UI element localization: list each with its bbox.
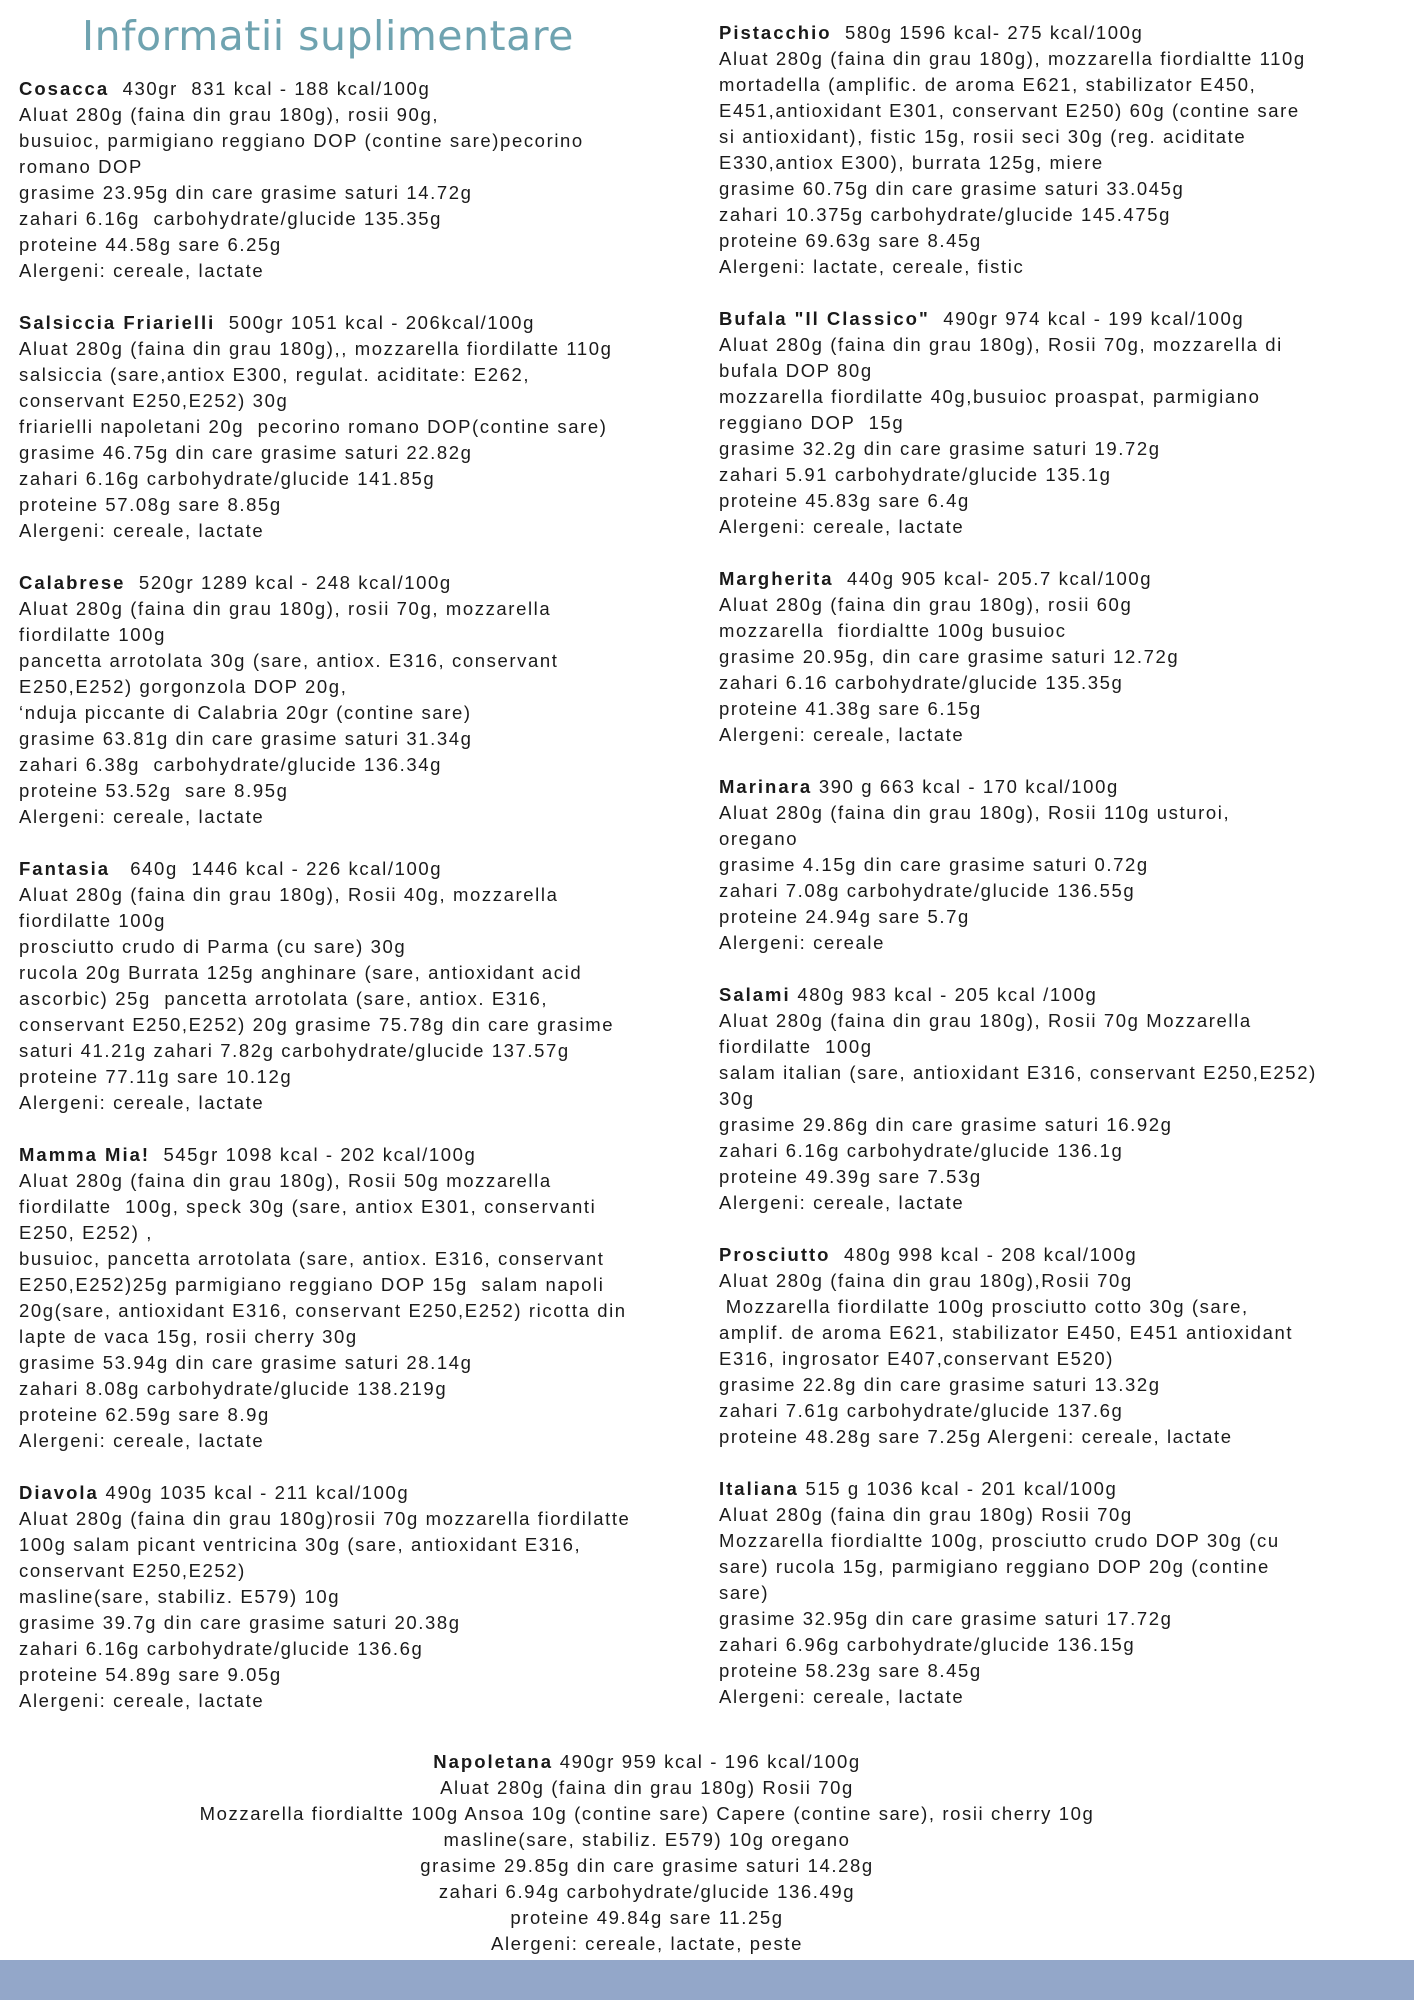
- pizza-detail-line: oregano: [719, 828, 799, 849]
- right-column: [719, 20, 1414, 1736]
- pizza-detail-line: grasime 29.86g din care grasime saturi 16.92g: [719, 1114, 1173, 1135]
- pizza-detail-line: proteine 49.39g sare 7.53g: [719, 1166, 982, 1187]
- pizza-detail-line: Alergeni: cereale, lactate: [719, 1686, 965, 1707]
- pizza-name: Mamma Mia!: [19, 1144, 151, 1165]
- pizza-header: [719, 20, 1414, 46]
- pizza-detail-line: Aluat 280g (faina din grau 180g), rosii 90g,: [19, 104, 440, 125]
- pizza-detail-line: proteine 58.23g sare 8.45g: [719, 1660, 982, 1681]
- pizza-detail-line: fiordilatte 100g: [719, 1036, 873, 1057]
- pizza-detail-line: Aluat 280g (faina din grau 180g), Rosii 70g, mozzarella di: [719, 334, 1283, 355]
- footer-bar: [0, 1960, 1414, 2000]
- pizza-detail-line: Aluat 280g (faina din grau 180g), mozzarella fiordialtte 110g: [719, 48, 1306, 69]
- pizza-detail-line: Alergeni: cereale, lactate: [19, 520, 265, 541]
- pizza-detail-line: Alergeni: cereale, lactate, peste: [491, 1933, 803, 1954]
- pizza-name: Napoletana: [433, 1751, 553, 1772]
- pizza-detail-line: Alergeni: cereale, lactate: [19, 1092, 265, 1113]
- pizza-detail-line: Aluat 280g (faina din grau 180g), Rosii 50g mozzarella: [19, 1170, 552, 1191]
- pizza-detail-line: Alergeni: cereale, lactate: [719, 516, 965, 537]
- pizza-item: [719, 982, 1414, 1216]
- pizza-detail-line: E250, E252) ,: [19, 1222, 153, 1243]
- pizza-detail-line: amplif. de aroma E621, stabilizator E450, E451 antioxidant: [719, 1322, 1294, 1343]
- pizza-detail-line: reggiano DOP 15g: [719, 412, 905, 433]
- pizza-detail-line: proteine 69.63g sare 8.45g: [719, 230, 982, 251]
- pizza-detail-line: zahari 6.16g carbohydrate/glucide 136.1g: [719, 1140, 1124, 1161]
- pizza-detail-line: busuioc, parmigiano reggiano DOP (contine sare)pecorino: [19, 130, 584, 151]
- pizza-header: [19, 856, 719, 882]
- pizza-detail-line: proteine 44.58g sare 6.25g: [19, 234, 282, 255]
- pizza-item: [719, 20, 1414, 280]
- pizza-detail-line: grasime 4.15g din care grasime saturi 0.72g: [719, 854, 1149, 875]
- pizza-detail-line: proteine 24.94g sare 5.7g: [719, 906, 970, 927]
- pizza-detail-line: Alergeni: cereale, lactate: [19, 260, 265, 281]
- left-column: [19, 76, 719, 1740]
- pizza-detail-line: proteine 49.84g sare 11.25g: [510, 1907, 784, 1928]
- pizza-header: [19, 1480, 719, 1506]
- pizza-detail-line: mortadella (amplific. de aroma E621, stabilizator E450,: [719, 74, 1257, 95]
- pizza-detail-line: Alergeni: cereale: [719, 932, 886, 953]
- pizza-summary: 430gr 831 kcal - 188 kcal/100g: [109, 78, 431, 99]
- pizza-detail-line: Aluat 280g (faina din grau 180g), rosii 70g, mozzarella: [19, 598, 552, 619]
- pizza-detail-line: zahari 7.08g carbohydrate/glucide 136.55g: [719, 880, 1136, 901]
- pizza-detail-line: grasime 63.81g din care grasime saturi 31.34g: [19, 728, 473, 749]
- pizza-detail-line: lapte de vaca 15g, rosii cherry 30g: [19, 1326, 358, 1347]
- pizza-detail-line: grasime 22.8g din care grasime saturi 13.32g: [719, 1374, 1161, 1395]
- pizza-header: [719, 1242, 1414, 1268]
- pizza-detail-line: E250,E252) gorgonzola DOP 20g,: [19, 676, 348, 697]
- pizza-name: Calabrese: [19, 572, 126, 593]
- pizza-item: [19, 856, 719, 1116]
- pizza-header: [719, 1476, 1414, 1502]
- pizza-detail-line: Alergeni: cereale, lactate: [719, 1192, 965, 1213]
- pizza-detail-line: busuioc, pancetta arrotolata (sare, antiox. E316, conservant: [19, 1248, 605, 1269]
- pizza-detail-line: mozzarella fiordialtte 100g busuioc: [719, 620, 1067, 641]
- pizza-detail-line: Aluat 280g (faina din grau 180g),, mozzarella fiordilatte 110g: [19, 338, 613, 359]
- pizza-detail-line: E250,E252)25g parmigiano reggiano DOP 15g salam napoli: [19, 1274, 605, 1295]
- pizza-summary: 490gr 974 kcal - 199 kcal/100g: [929, 308, 1245, 329]
- pizza-detail-line: rucola 20g Burrata 125g anghinare (sare, antioxidant acid: [19, 962, 583, 983]
- pizza-detail-line: proteine 77.11g sare 10.12g: [19, 1066, 293, 1087]
- pizza-detail-line: zahari 6.96g carbohydrate/glucide 136.15g: [719, 1634, 1136, 1655]
- pizza-detail-line: friarielli napoletani 20g pecorino romano DOP(contine sare): [19, 416, 608, 437]
- pizza-detail-line: proteine 41.38g sare 6.15g: [719, 698, 982, 719]
- pizza-detail-line: zahari 6.94g carbohydrate/glucide 136.49g: [438, 1881, 856, 1902]
- pizza-name: Pistacchio: [719, 22, 832, 43]
- pizza-detail-line: zahari 6.16g carbohydrate/glucide 135.35g: [19, 208, 443, 229]
- pizza-summary: 520gr 1289 kcal - 248 kcal/100g: [125, 572, 452, 593]
- pizza-detail-line: proteine 48.28g sare 7.25g Alergeni: cereale, lactate: [719, 1426, 1233, 1447]
- pizza-detail-line: grasime 20.95g, din care grasime saturi 12.72g: [719, 646, 1180, 667]
- pizza-detail-line: Aluat 280g (faina din grau 180g),Rosii 70g: [719, 1270, 1133, 1291]
- pizza-item: [719, 566, 1414, 748]
- pizza-detail-line: fiordilatte 100g, speck 30g (sare, antiox E301, conservanti: [19, 1196, 597, 1217]
- pizza-detail-line: mozzarella fiordilatte 40g,busuioc proaspat, parmigiano: [719, 386, 1261, 407]
- pizza-name: Cosacca: [19, 78, 110, 99]
- pizza-header: [19, 1142, 719, 1168]
- pizza-detail-line: zahari 6.16g carbohydrate/glucide 141.85g: [19, 468, 436, 489]
- pizza-detail-line: Aluat 280g (faina din grau 180g), Rosii 70g Mozzarella: [719, 1010, 1252, 1031]
- pizza-detail-line: conservant E250,E252) 30g: [19, 390, 289, 411]
- pizza-summary: 480g 998 kcal - 208 kcal/100g: [830, 1244, 1138, 1265]
- pizza-detail-line: Mozzarella fiordilatte 100g prosciutto cotto 30g (sare,: [719, 1296, 1249, 1317]
- pizza-detail-line: ascorbic) 25g pancetta arrotolata (sare, antiox. E316,: [19, 988, 549, 1009]
- pizza-item: [19, 76, 719, 284]
- pizza-detail-line: prosciutto crudo di Parma (cu sare) 30g: [19, 936, 407, 957]
- pizza-name: Salami: [719, 984, 791, 1005]
- pizza-detail-line: conservant E250,E252): [19, 1560, 246, 1581]
- pizza-detail-line: proteine 62.59g sare 8.9g: [19, 1404, 270, 1425]
- pizza-header: [719, 774, 1414, 800]
- pizza-header: [0, 1749, 1294, 1775]
- pizza-summary: 500gr 1051 kcal - 206kcal/100g: [215, 312, 535, 333]
- pizza-header: [19, 76, 719, 102]
- pizza-header: [719, 982, 1414, 1008]
- pizza-detail-line: salam italian (sare, antioxidant E316, conservant E250,E252): [719, 1062, 1317, 1083]
- pizza-detail-line: proteine 54.89g sare 9.05g: [19, 1664, 282, 1685]
- pizza-item: [719, 306, 1414, 540]
- pizza-detail-line: fiordilatte 100g: [19, 910, 166, 931]
- pizza-name: Bufala "Il Classico": [719, 308, 930, 329]
- pizza-detail-line: proteine 45.83g sare 6.4g: [719, 490, 970, 511]
- pizza-detail-line: Mozzarella fiordialtte 100g Ansoa 10g (contine sare) Capere (contine sare), rosii cherry 10g: [199, 1803, 1095, 1824]
- pizza-item: [19, 1480, 719, 1714]
- pizza-summary: 515 g 1036 kcal - 201 kcal/100g: [798, 1478, 1118, 1499]
- pizza-detail-line: romano DOP: [19, 156, 143, 177]
- pizza-summary: 580g 1596 kcal- 275 kcal/100g: [831, 22, 1144, 43]
- pizza-name: Salsiccia Friarielli: [19, 312, 216, 333]
- pizza-detail-line: masline(sare, stabiliz. E579) 10g oregano: [443, 1829, 851, 1850]
- pizza-detail-line: zahari 6.16g carbohydrate/glucide 136.6g: [19, 1638, 424, 1659]
- pizza-detail-line: 30g: [719, 1088, 755, 1109]
- pizza-summary: 490g 1035 kcal - 211 kcal/100g: [98, 1482, 410, 1503]
- center-item: [0, 1749, 1294, 1957]
- pizza-summary: 390 g 663 kcal - 170 kcal/100g: [812, 776, 1119, 797]
- pizza-detail-line: Alergeni: cereale, lactate: [19, 1430, 265, 1451]
- pizza-header: [19, 310, 719, 336]
- pizza-item: [19, 570, 719, 830]
- pizza-detail-line: zahari 6.38g carbohydrate/glucide 136.34g: [19, 754, 443, 775]
- pizza-detail-line: Aluat 280g (faina din grau 180g), Rosii 40g, mozzarella: [19, 884, 559, 905]
- pizza-detail-line: Aluat 280g (faina din grau 180g) Rosii 70g: [440, 1777, 854, 1798]
- pizza-detail-line: grasime 39.7g din care grasime saturi 20.38g: [19, 1612, 461, 1633]
- pizza-detail-line: si antioxidant), fistic 15g, rosii seci 30g (reg. aciditate: [719, 126, 1247, 147]
- pizza-detail-line: Aluat 280g (faina din grau 180g)rosii 70g mozzarella fiordilatte: [19, 1508, 631, 1529]
- pizza-detail-line: E316, ingrosator E407,conservant E520): [719, 1348, 1115, 1369]
- page-title: Informatii suplimentare: [82, 12, 574, 60]
- pizza-name: Prosciutto: [719, 1244, 831, 1265]
- pizza-detail-line: ‘nduja piccante di Calabria 20gr (contine sare): [19, 702, 472, 723]
- pizza-detail-line: salsiccia (sare,antiox E300, regulat. aciditate: E262,: [19, 364, 531, 385]
- pizza-detail-line: Aluat 280g (faina din grau 180g), Rosii 110g usturoi,: [719, 802, 1231, 823]
- pizza-detail-line: E330,antiox E300), burrata 125g, miere: [719, 152, 1104, 173]
- pizza-detail-line: masline(sare, stabiliz. E579) 10g: [19, 1586, 341, 1607]
- pizza-detail-line: saturi 41.21g zahari 7.82g carbohydrate/glucide 137.57g: [19, 1040, 570, 1061]
- pizza-detail-line: grasime 53.94g din care grasime saturi 28.14g: [19, 1352, 473, 1373]
- pizza-item: [19, 1142, 719, 1454]
- pizza-header: [719, 306, 1414, 332]
- pizza-detail-line: Alergeni: cereale, lactate: [19, 806, 265, 827]
- pizza-summary: 545gr 1098 kcal - 202 kcal/100g: [150, 1144, 477, 1165]
- pizza-detail-line: grasime 32.2g din care grasime saturi 19.72g: [719, 438, 1161, 459]
- pizza-name: Diavola: [19, 1482, 99, 1503]
- pizza-detail-line: zahari 6.16 carbohydrate/glucide 135.35g: [719, 672, 1124, 693]
- pizza-detail-line: Mozzarella fiordialtte 100g, prosciutto crudo DOP 30g (cu: [719, 1530, 1280, 1551]
- pizza-detail-line: zahari 8.08g carbohydrate/glucide 138.219g: [19, 1378, 448, 1399]
- pizza-detail-line: zahari 10.375g carbohydrate/glucide 145.475g: [719, 204, 1171, 225]
- pizza-detail-line: 100g salam picant ventricina 30g (sare, antioxidant E316,: [19, 1534, 582, 1555]
- pizza-detail-line: sare) rucola 15g, parmigiano reggiano DOP 20g (contine: [719, 1556, 1270, 1577]
- pizza-detail-line: zahari 5.91 carbohydrate/glucide 135.1g: [719, 464, 1112, 485]
- pizza-header: [719, 566, 1414, 592]
- pizza-detail-line: E451,antioxidant E301, conservant E250) 60g (contine sare: [719, 100, 1300, 121]
- pizza-detail-line: Aluat 280g (faina din grau 180g) Rosii 70g: [719, 1504, 1133, 1525]
- pizza-detail-line: sare): [719, 1582, 770, 1603]
- pizza-detail-line: pancetta arrotolata 30g (sare, antiox. E316, conservant: [19, 650, 559, 671]
- pizza-detail-line: proteine 57.08g sare 8.85g: [19, 494, 282, 515]
- pizza-item: [719, 774, 1414, 956]
- pizza-item: [19, 310, 719, 544]
- pizza-detail-line: Alergeni: lactate, cereale, fistic: [719, 256, 1025, 277]
- pizza-detail-line: grasime 23.95g din care grasime saturi 14.72g: [19, 182, 473, 203]
- pizza-detail-line: grasime 60.75g din care grasime saturi 33.045g: [719, 178, 1185, 199]
- pizza-detail-line: grasime 29.85g din care grasime saturi 14.28g: [420, 1855, 874, 1876]
- pizza-name: Italiana: [719, 1478, 799, 1499]
- pizza-item: [719, 1476, 1414, 1710]
- pizza-detail-line: proteine 53.52g sare 8.95g: [19, 780, 289, 801]
- pizza-detail-line: bufala DOP 80g: [719, 360, 873, 381]
- pizza-detail-line: grasime 46.75g din care grasime saturi 22.82g: [19, 442, 473, 463]
- pizza-detail-line: conservant E250,E252) 20g grasime 75.78g din care grasime: [19, 1014, 615, 1035]
- pizza-detail-line: 20g(sare, antioxidant E316, conservant E250,E252) ricotta din: [19, 1300, 627, 1321]
- pizza-detail-line: Aluat 280g (faina din grau 180g), rosii 60g: [719, 594, 1133, 615]
- pizza-summary: 440g 905 kcal- 205.7 kcal/100g: [833, 568, 1153, 589]
- pizza-summary: 640g 1446 kcal - 226 kcal/100g: [110, 858, 443, 879]
- pizza-name: Marinara: [719, 776, 813, 797]
- pizza-detail-line: Alergeni: cereale, lactate: [719, 724, 965, 745]
- pizza-detail-line: grasime 32.95g din care grasime saturi 17.72g: [719, 1608, 1173, 1629]
- pizza-name: Fantasia: [19, 858, 111, 879]
- pizza-summary: 480g 983 kcal - 205 kcal /100g: [790, 984, 1098, 1005]
- pizza-detail-line: fiordilatte 100g: [19, 624, 166, 645]
- pizza-header: [19, 570, 719, 596]
- pizza-item: [719, 1242, 1414, 1450]
- pizza-detail-line: zahari 7.61g carbohydrate/glucide 137.6g: [719, 1400, 1124, 1421]
- pizza-summary: 490gr 959 kcal - 196 kcal/100g: [552, 1751, 861, 1772]
- pizza-detail-line: Alergeni: cereale, lactate: [19, 1690, 265, 1711]
- pizza-name: Margherita: [719, 568, 834, 589]
